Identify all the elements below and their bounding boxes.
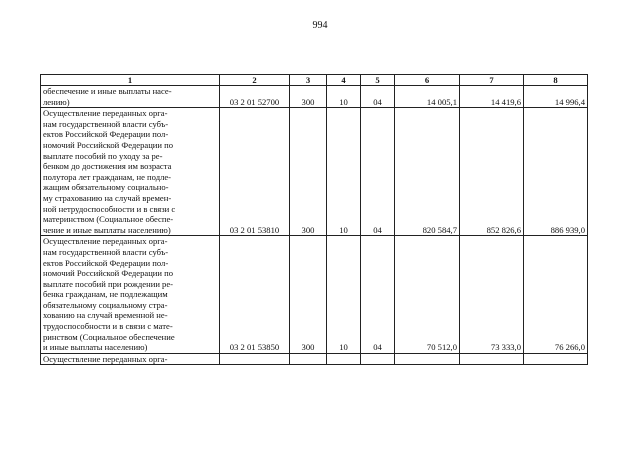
budget-code: 03 2 01 53810: [220, 108, 290, 236]
amount-year-1: 70 512,0: [395, 236, 460, 354]
column-header: 5: [361, 75, 395, 86]
section-code: 10: [327, 108, 361, 236]
table-row: [41, 108, 588, 236]
page-number: 994: [312, 20, 328, 31]
table-row: [41, 353, 588, 365]
column-header: 3: [290, 75, 327, 86]
row-description: Осуществление переданных орга- нам государственной власти субъ- ектов Российской Федерации пол- номочий Российской Федерации по выплате пособий по уходу за ре- бенком до достижения им возраста полутора лет гражданам, не подле- жащим обязательному социально- му страхованию на случай времен- ной нетрудоспособности и в связи с материнством (Социальное обеспе- чение и иные выплаты населению): [41, 108, 220, 236]
column-header: 4: [327, 75, 361, 86]
amount-year-1: 14 005,1: [395, 86, 460, 108]
subsection-code: 04: [361, 108, 395, 236]
column-header: 7: [460, 75, 524, 86]
amount-year-2: 14 419,6: [460, 86, 524, 108]
row-description: обеспечение и иные выплаты насе- лению): [41, 86, 220, 108]
amount-year-3: 14 996,4: [524, 86, 588, 108]
column-header: 6: [395, 75, 460, 86]
amount-year-2: 73 333,0: [460, 236, 524, 354]
section-code: 10: [327, 86, 361, 108]
amount-year-1: 820 584,7: [395, 108, 460, 236]
budget-code: 03 2 01 52700: [220, 86, 290, 108]
amount-year-3: [524, 353, 588, 365]
section-code: [327, 353, 361, 365]
column-header: 2: [220, 75, 290, 86]
expense-type: [290, 353, 327, 365]
subsection-code: [361, 353, 395, 365]
expense-type: 300: [290, 108, 327, 236]
budget-table: [40, 74, 588, 365]
expense-type: 300: [290, 86, 327, 108]
column-header: 8: [524, 75, 588, 86]
amount-year-2: 852 826,6: [460, 108, 524, 236]
subsection-code: 04: [361, 236, 395, 354]
row-description: Осуществление переданных орга- нам государственной власти субъ- ектов Российской Федерации пол- номочий Российской Федерации по выплате пособий при рождении ре- бенка гражданам, не подлежащим обязательному социальному стра- хованию на случай временной не- трудоспособности и в связи с мате- ринством (Социальное обеспечение и иные выплаты населению): [41, 236, 220, 354]
table-header-row: [41, 75, 588, 86]
amount-year-2: [460, 353, 524, 365]
column-header: 1: [41, 75, 220, 86]
amount-year-3: 886 939,0: [524, 108, 588, 236]
table-row: [41, 86, 588, 108]
subsection-code: 04: [361, 86, 395, 108]
row-description: Осуществление переданных орга-: [41, 353, 220, 365]
budget-code: 03 2 01 53850: [220, 236, 290, 354]
amount-year-3: 76 266,0: [524, 236, 588, 354]
amount-year-1: [395, 353, 460, 365]
section-code: 10: [327, 236, 361, 354]
table-row: [41, 236, 588, 354]
expense-type: 300: [290, 236, 327, 354]
budget-code: [220, 353, 290, 365]
